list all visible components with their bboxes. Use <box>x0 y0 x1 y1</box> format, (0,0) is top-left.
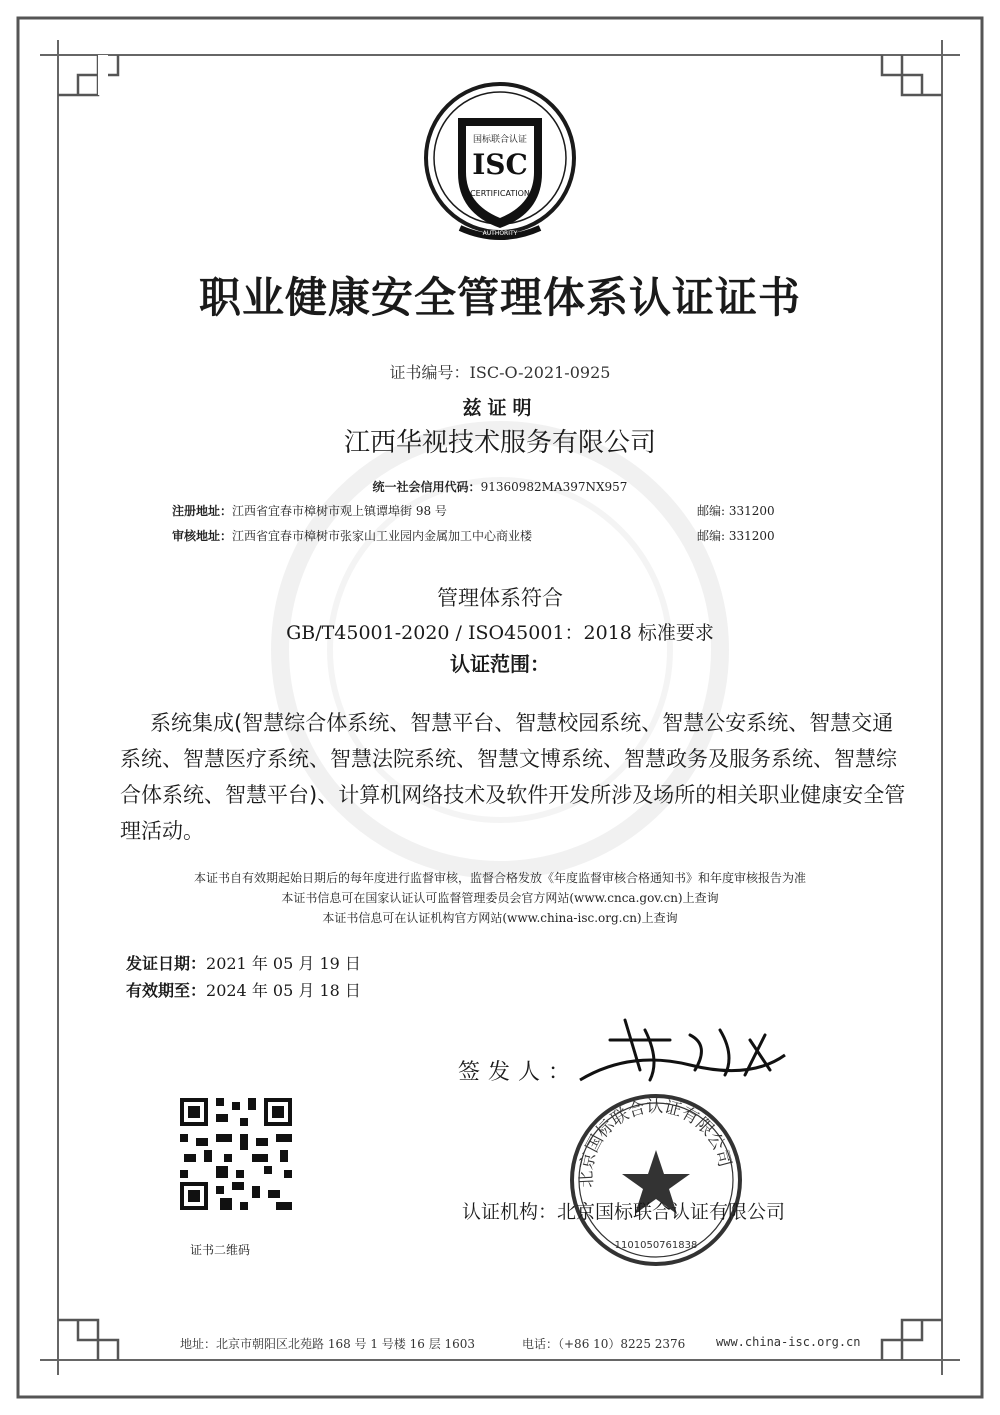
standard-requirement: GB/T45001-2020 / ISO45001：2018 标准要求 <box>286 622 714 644</box>
isc-logo <box>420 78 580 246</box>
scope-text: 系统集成(智慧综合体系统、智慧平台、智慧校园系统、智慧公安系统、智慧交通系统、智慧医疗系统、智慧法院系统、智慧文博系统、智慧政务及服务系统、智慧综合体系统、智慧平台)、计算机网络技术及软件开发所涉及场所的相关职业健康安全管理活动。 <box>120 711 906 843</box>
issue-date-label: 发证日期： <box>126 954 207 973</box>
logo-isc-text: ISC <box>472 148 528 181</box>
expiry-date-value: 2024 年 05 月 18 日 <box>206 981 361 1000</box>
registered-address-label: 注册地址： <box>172 504 233 518</box>
conformity-heading: 管理体系符合 <box>437 586 563 610</box>
certificate-title: 职业健康安全管理体系认证证书 <box>198 273 801 322</box>
issuer-row <box>462 1197 785 1224</box>
qr-label: 证书二维码 <box>190 1243 251 1257</box>
note-cnca: 本证书信息可在国家认证认可监督管理委员会官方网站(www.cnca.gov.cn)上查询 <box>281 891 719 905</box>
qr-code <box>180 1098 292 1210</box>
logo-ribbon-text: AUTHORITY <box>482 230 518 237</box>
audit-address-row <box>172 527 532 544</box>
audit-postcode: 邮编: 331200 <box>697 529 775 543</box>
note-surveillance: 本证书自有效期起始日期后的每年度进行监督审核，监督合格发放《年度监督审核合格通知书》和年度审核报告为准 <box>193 871 806 885</box>
company-name: 江西华视技术服务有限公司 <box>343 428 656 458</box>
issuer-name: 北京国标联合认证有限公司 <box>557 1201 786 1223</box>
expiry-date-row <box>126 978 361 1001</box>
credit-code-value: 91360982MA397NX957 <box>480 480 628 494</box>
footer-phone: 电话：（+86 10）8225 2376 <box>522 1337 686 1351</box>
signature <box>570 1010 800 1090</box>
seal-code: 1101050761838 <box>614 1240 698 1251</box>
expiry-date-label: 有效期至： <box>126 981 207 1000</box>
registered-postcode: 邮编: 331200 <box>697 504 775 518</box>
audit-address-value: 江西省宜春市樟树市张家山工业园内金属加工中心商业楼 <box>232 529 533 543</box>
footer-website: www.china-isc.org.cn <box>716 1335 861 1349</box>
scope-heading: 认证范围： <box>450 652 550 676</box>
registered-address-value: 江西省宜春市樟树市观上镇谭埠街 98 号 <box>232 504 447 518</box>
signer-label: 签发人： <box>458 1060 579 1085</box>
audit-address-label: 审核地址： <box>172 529 233 543</box>
registered-address-row <box>172 502 447 519</box>
credit-code-label: 统一社会信用代码： <box>372 480 481 494</box>
seal-ring-text: 北京国标联合认证有限公司 <box>576 1096 735 1189</box>
note-isc: 本证书信息可在认证机构官方网站(www.china-isc.org.cn)上查询 <box>322 911 678 925</box>
issue-date-row <box>126 951 361 974</box>
issue-date-value: 2021 年 05 月 19 日 <box>206 954 361 973</box>
credit-code-row <box>0 478 1000 495</box>
footer-address: 地址：北京市朝阳区北苑路 168 号 1 号楼 16 层 1603 <box>180 1337 476 1351</box>
certificate-number: 证书编号：ISC-O-2021-0925 <box>389 363 611 382</box>
logo-top-text: 国标联合认证 <box>472 135 528 145</box>
hereby-certify: 兹证明 <box>462 397 538 419</box>
official-seal <box>568 1092 744 1268</box>
issuer-label: 认证机构： <box>462 1201 558 1223</box>
logo-bottom-text: CERTIFICATION <box>470 189 530 198</box>
